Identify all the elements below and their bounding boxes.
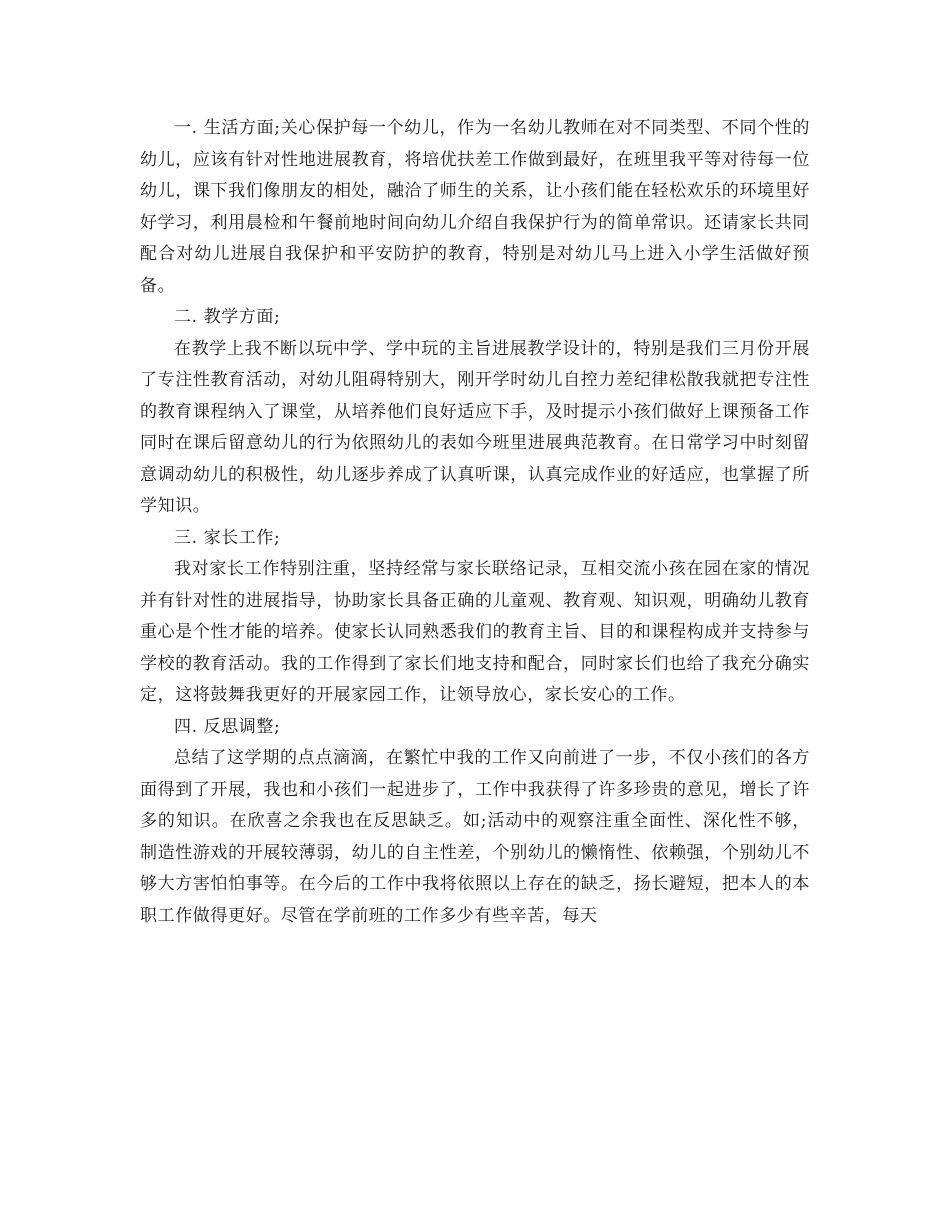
paragraph-life-aspect: 一. 生活方面;关心保护每一个幼儿，作为一名幼儿教师在对不同类型、不同个性的幼儿，应该有针对性地进展教育，将培优扶差工作做到最好，在班里我平等对待每一位幼儿，课下我们像朋友的相处，融洽了师生的关系，让小孩们能在轻松欢乐的环境里好好学习，利用晨检和午餐前地时间向幼儿介绍自我保护行为的简单常识。还请家长共同配合对幼儿进展自我保护和平安防护的教育，特别是对幼儿马上进入小学生活做好预备。 [140, 118, 810, 296]
document-body [140, 113, 810, 932]
paragraph-reflection: 总结了这学期的点点滴滴，在繁忙中我的工作又向前进了一步，不仅小孩们的各方面得到了开展，我也和小孩们一起进步了，工作中我获得了许多珍贵的意见，增长了许多的知识。在欣喜之余我也在反思缺乏。如;活动中的观察注重全面性、深化性不够，制造性游戏的开展较薄弱，幼儿的自主性差，个别幼儿的懒惰性、依赖强，个别幼儿不够大方害怕怕事等。在今后的工作中我将依照以上存在的缺乏，扬长避短，把本人的本职工作做得更好。尽管在学前班的工作多少有些辛苦，每天 [140, 748, 810, 926]
heading-reflection: 四. 反思调整; [174, 716, 281, 737]
heading-parent-work: 三. 家长工作; [174, 527, 281, 548]
paragraph-teaching: 在教学上我不断以玩中学、学中玩的主旨进展教学设计的，特别是我们三月份开展了专注性教育活动，对幼儿阻碍特别大，刚开学时幼儿自控力差纪律松散我就把专注性的教育课程纳入了课堂，从培养他们良好适应下手，及时提示小孩们做好上课预备工作同时在课后留意幼儿的行为依照幼儿的表如今班里进展典范教育。在日常学习中时刻留意调动幼儿的积极性，幼儿逐步养成了认真听课，认真完成作业的好适应，也掌握了所学知识。 [140, 338, 810, 516]
paragraph-parent-work: 我对家长工作特别注重，坚持经常与家长联络记录，互相交流小孩在园在家的情况并有针对性的进展指导，协助家长具备正确的儿童观、教育观、知识观，明确幼儿教育重心是个性才能的培养。使家长认同熟悉我们的教育主旨、目的和课程构成并支持参与学校的教育活动。我的工作得到了家长们地支持和配合，同时家长们也给了我充分确实定，这将鼓舞我更好的开展家园工作，让领导放心，家长安心的工作。 [140, 559, 810, 705]
heading-teaching-aspect: 二. 教学方面; [174, 307, 281, 327]
